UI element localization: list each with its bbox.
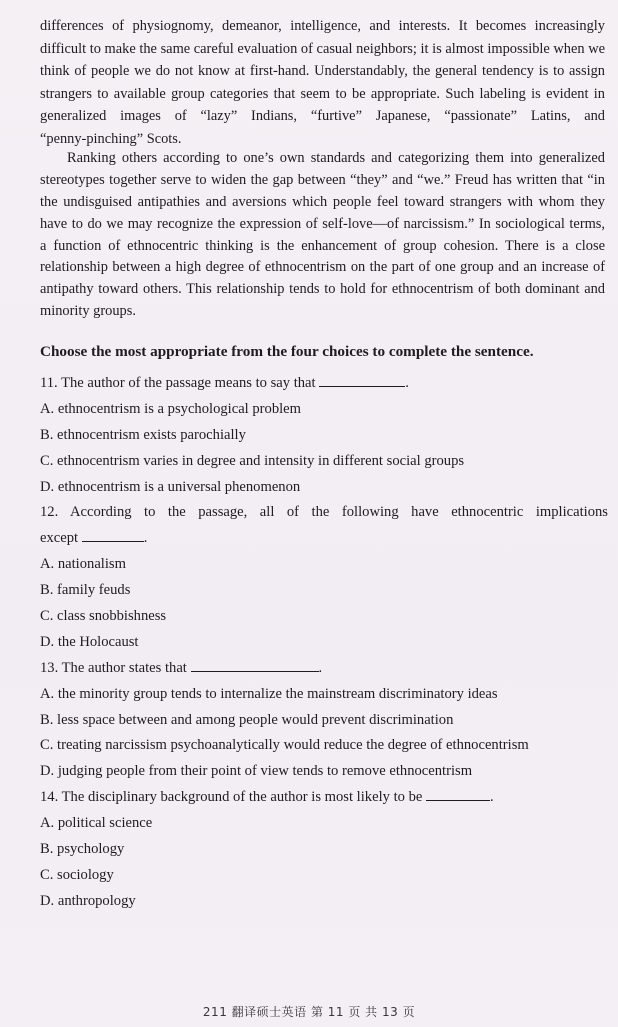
option: A. nationalism — [40, 556, 126, 573]
passage-line: antipathy toward others. This relationship tends to hold for ethnocentrism of both dominant and — [40, 281, 605, 298]
question-list — [40, 371, 608, 915]
option: A. the minority group tends to internalize the mainstream discriminatory ideas — [40, 685, 498, 702]
question-stem-text: except — [40, 530, 79, 547]
question-12-stem-continued: except . — [40, 526, 608, 552]
answer-blank — [191, 657, 319, 672]
option: C. sociology — [40, 866, 114, 883]
option: A. political science — [40, 815, 153, 832]
option: D. the Holocaust — [40, 633, 139, 650]
passage-line: differences of physiognomy, demeanor, intelligence, and interests. It becomes increasingly — [40, 18, 605, 34]
option: D. anthropology — [40, 892, 136, 909]
question-13-stem: 13. The author states that . — [40, 656, 608, 682]
option: C. ethnocentrism varies in degree and intensity in different social groups — [40, 452, 465, 469]
passage-paragraph-1 — [40, 15, 605, 151]
option: B. family feuds — [40, 582, 131, 599]
passage-line: stereotypes together serve to widen the gap between “they” and “we.” Freud has written that “in — [40, 171, 605, 188]
question-12-stem: 12. According to the passage, all of the following have ethnocentric implications — [40, 504, 608, 521]
passage-line: have to do we may recognize the expression of self-love—of narcissism.” In sociological terms, — [40, 215, 605, 232]
option: B. less space between and among people would prevent discrimination — [40, 711, 454, 728]
passage-line: “penny-pinching” Scots. — [40, 130, 182, 147]
passage-line: generalized images of “lazy” Indians, “furtive” Japanese, “passionate” Latins, and — [40, 108, 605, 125]
answer-blank — [426, 786, 490, 801]
option: C. class snobbishness — [40, 608, 167, 625]
passage-paragraph-2 — [40, 148, 605, 323]
passage-line: the undisguised antipathies and aversions which people feel toward strangers with whom they — [40, 193, 605, 210]
page-footer: 211 翻译硕士英语 第 11 页 共 13 页 — [202, 1005, 416, 1019]
passage-line: relationship between a high degree of ethnocentrism on the part of one group and an increase of — [40, 259, 605, 276]
option: D. judging people from their point of view tends to remove ethnocentrism — [40, 763, 473, 780]
answer-blank — [319, 372, 405, 387]
option: C. treating narcissism psychoanalytically would reduce the degree of ethnocentrism — [40, 737, 529, 754]
option: D. ethnocentrism is a universal phenomenon — [40, 478, 301, 495]
answer-blank — [82, 527, 144, 542]
passage-line: Ranking others according to one’s own standards and categorizing them into generalized — [67, 150, 605, 166]
question-11-stem: 11. The author of the passage means to say that . — [40, 371, 608, 397]
question-stem-text: 13. The author states that — [40, 659, 187, 676]
question-stem-text: 11. The author of the passage means to say that — [40, 375, 316, 391]
option: A. ethnocentrism is a psychological problem — [40, 400, 302, 417]
passage-line: a function of ethnocentric thinking is the enhancement of group cohesion. There is a close — [40, 237, 605, 254]
passage-line: strangers to available group categories that seem to be appropriate. Such labeling is evident in — [40, 85, 605, 102]
question-stem-text: 14. The disciplinary background of the author is most likely to be — [40, 789, 423, 806]
question-14-stem: 14. The disciplinary background of the author is most likely to be . — [40, 785, 608, 811]
option: B. psychology — [40, 841, 125, 858]
passage-line: minority groups. — [40, 303, 136, 320]
passage-line: think of people we do not know at first-hand. Understandably, the general tendency is to assign — [40, 63, 605, 80]
passage-line: difficult to make the same careful evaluation of casual neighbors; it is almost impossible when we — [40, 40, 605, 57]
section-instruction: Choose the most appropriate from the four choices to complete the sentence. — [40, 343, 534, 360]
option: B. ethnocentrism exists parochially — [40, 426, 246, 443]
